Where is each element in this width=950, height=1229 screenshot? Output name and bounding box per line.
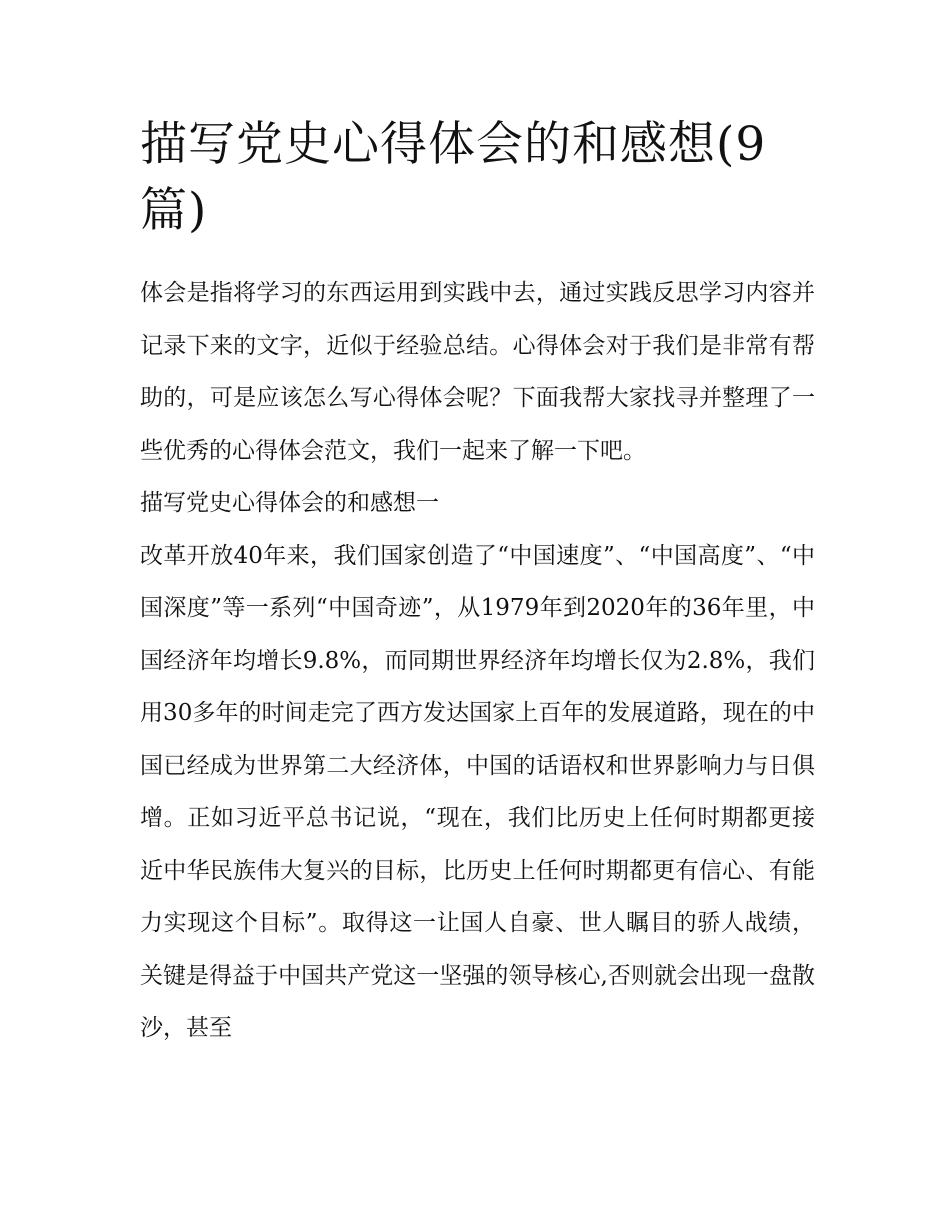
intro-paragraph: 体会是指将学习的东西运用到实践中去，通过实践反思学习内容并记录下来的文字，近似于经验总结。心得体会对于我们是非常有帮助的，可是应该怎么写心得体会呢？下面我帮大家找寻并整理了一些优秀的心得体会范文，我们一起来了解一下吧。 xyxy=(140,280,815,464)
document-page xyxy=(140,112,815,1055)
body-paragraph: 改革开放40年来，我们国家创造了“中国速度”、“中国高度”、“中国深度”等一系列“中国奇迹”，从1979年到2020年的36年里，中国经济年均增长9.8%，而同期世界经济年均增长仅为2.8%，我们用30多年的时间走完了西方发达国家上百年的发展道路，现在的中国已经成为世界第二大经济体，中国的话语权和世界影响力与日俱增。正如习近平总书记说，“现在，我们比历史上任何时期都更接近中华民族伟大复兴的目标，比历史上任何时期都更有信心、有能力实现这个目标”。取得这一让国人自豪、世人瞩目的骄人战绩，关键是得益于中国共产党这一坚强的领导核心,否则就会出现一盘散沙，甚至 xyxy=(140,542,815,1041)
section-heading: 描写党史心得体会的和感想一 xyxy=(140,490,439,516)
document-title: 描写党史心得体会的和感想(9篇) xyxy=(140,117,767,238)
